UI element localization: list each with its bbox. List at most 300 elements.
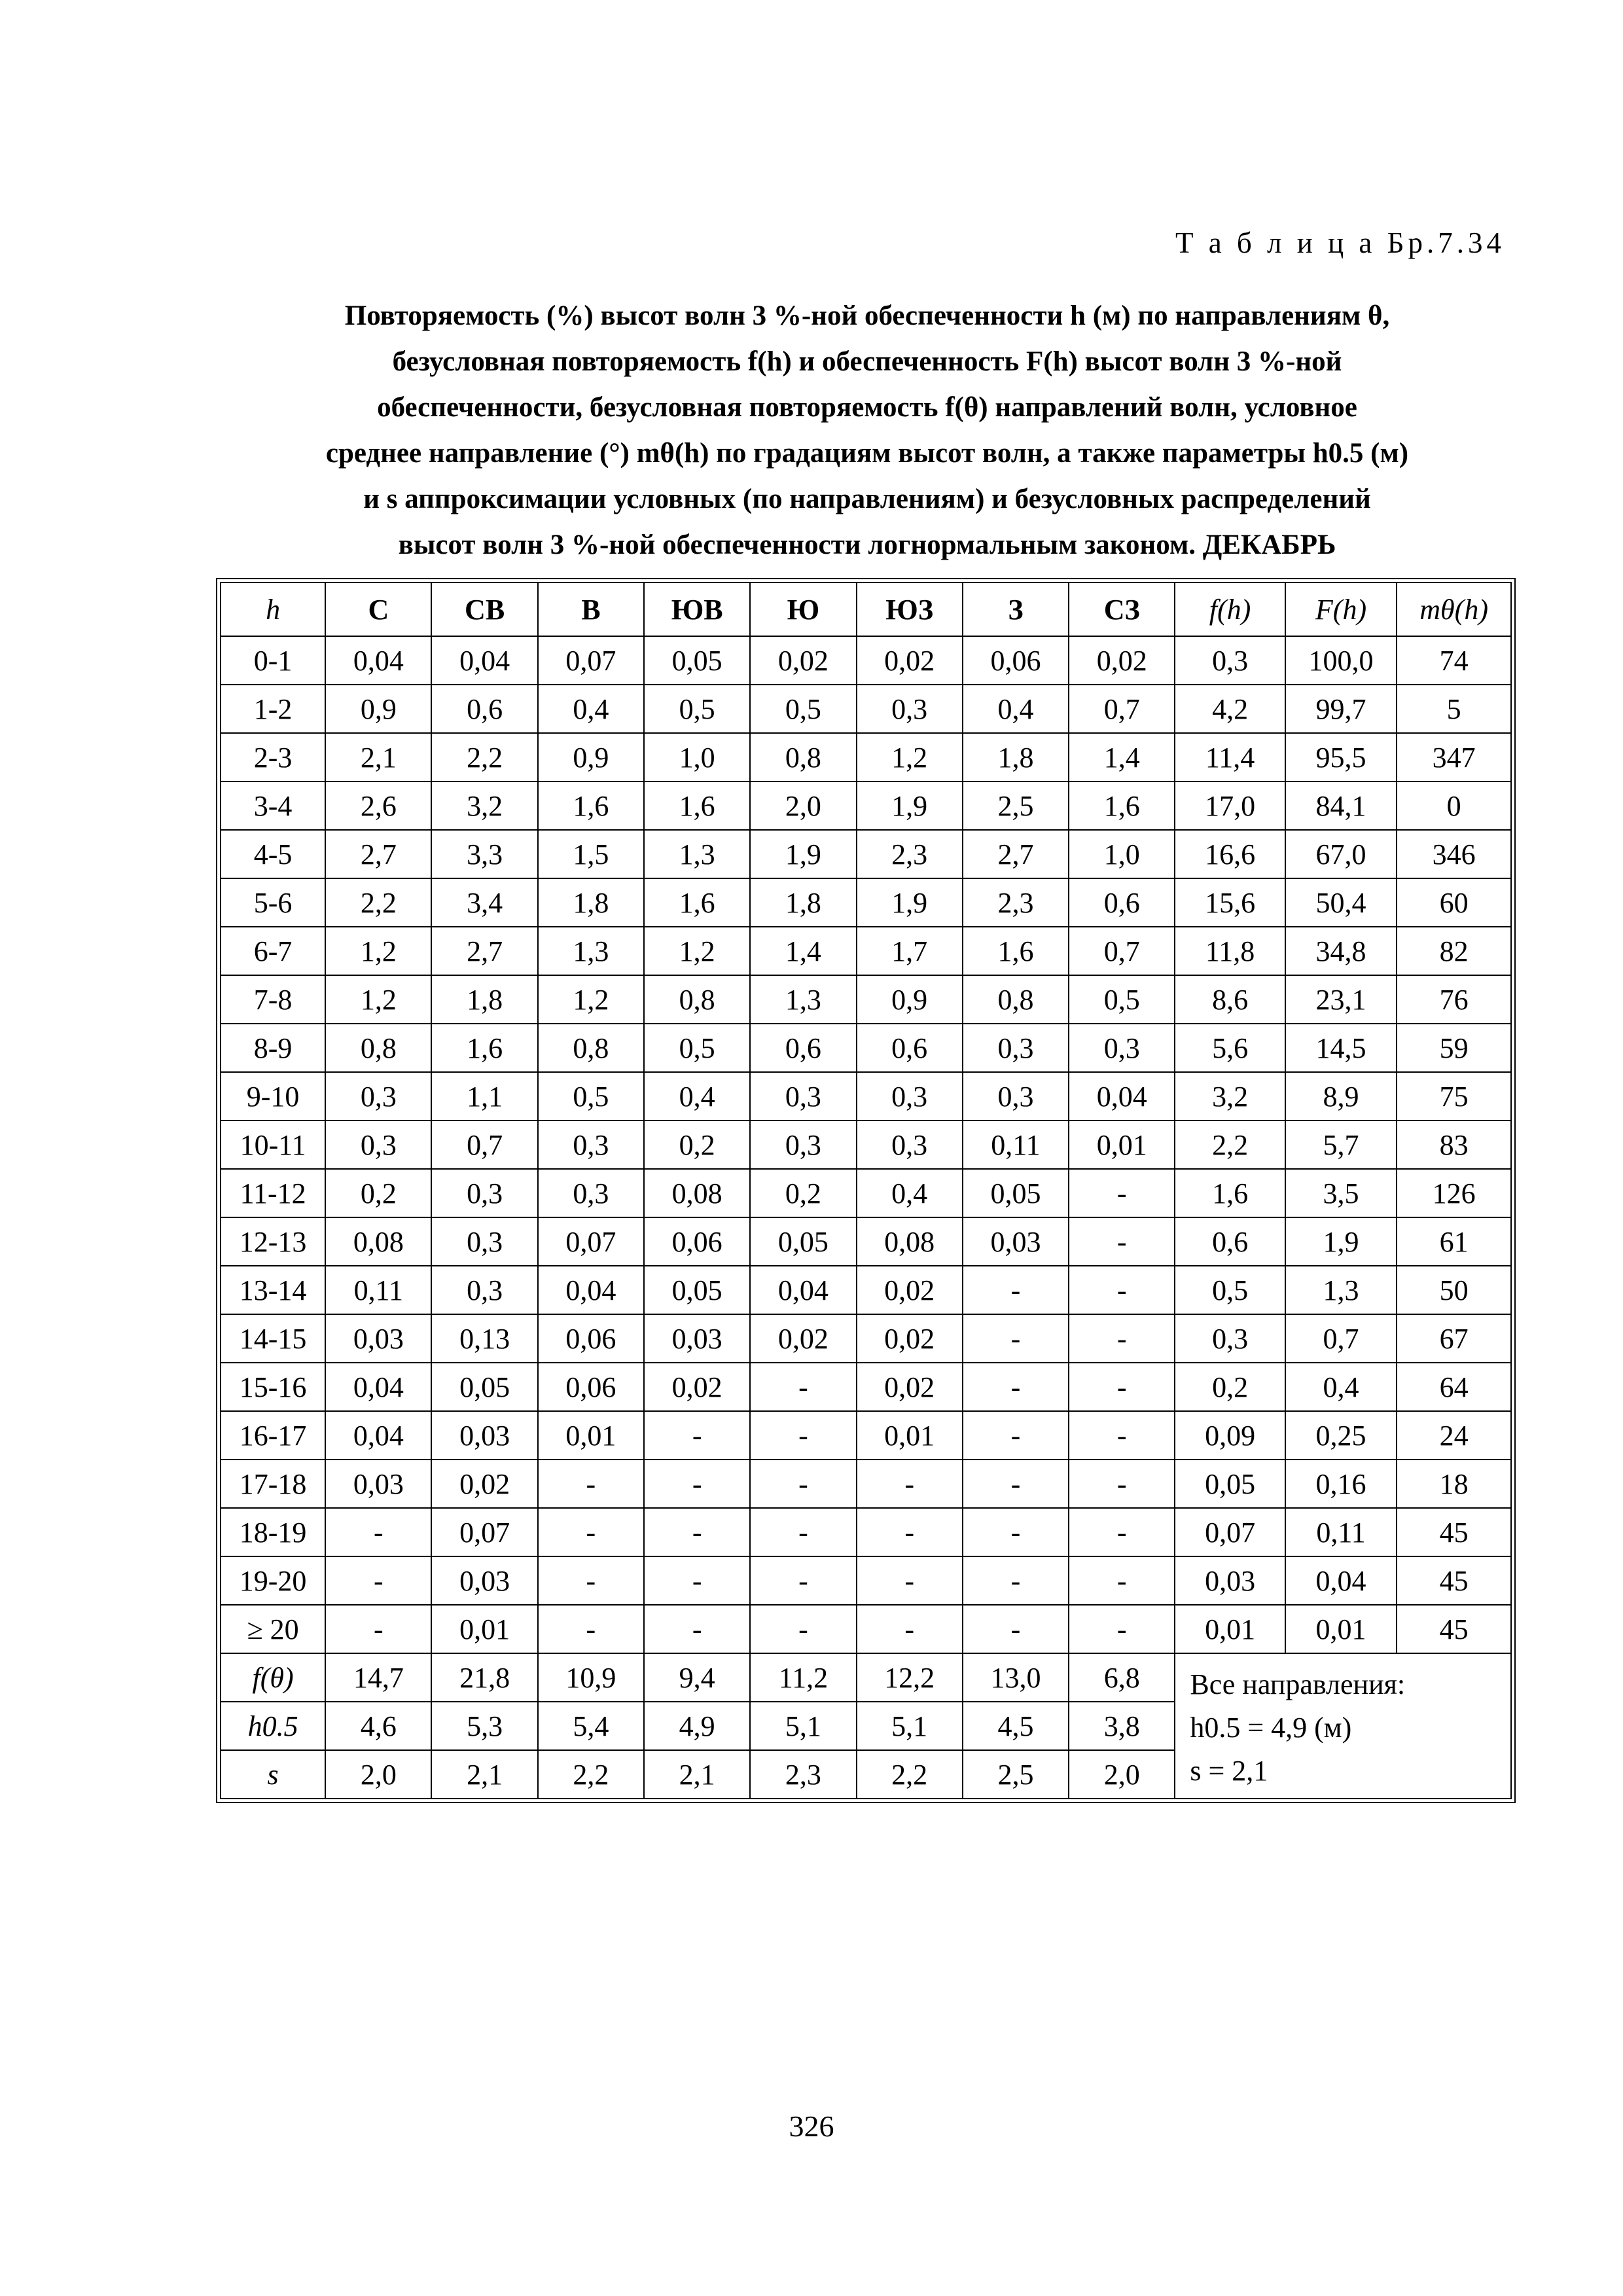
table-cell: - (963, 1556, 1069, 1605)
table-cell: 0,6 (1069, 878, 1175, 927)
table-cell: 6,8 (1069, 1653, 1175, 1702)
table-cell: - (963, 1363, 1069, 1411)
table-cell: 24 (1397, 1411, 1511, 1460)
table-row (221, 1411, 1511, 1460)
table-cell: 2,1 (644, 1750, 750, 1799)
table-cell: 50,4 (1285, 878, 1397, 927)
table-cell: 4,9 (644, 1702, 750, 1750)
table-cell: 5,1 (857, 1702, 963, 1750)
table-cell: 95,5 (1285, 733, 1397, 781)
table-cell: 59 (1397, 1024, 1511, 1072)
table-cell: 45 (1397, 1605, 1511, 1653)
table-cell: 0,3 (857, 1072, 963, 1121)
column-header: З (963, 583, 1069, 636)
table-cell: - (1069, 1169, 1175, 1217)
column-header: Ю (750, 583, 856, 636)
table-cell: 1,4 (750, 927, 856, 975)
table-cell: - (1069, 1556, 1175, 1605)
column-header: h (221, 583, 325, 636)
table-cell: 346 (1397, 830, 1511, 878)
table-row (221, 1217, 1511, 1266)
table-cell: 4,6 (325, 1702, 431, 1750)
table-cell: - (538, 1605, 644, 1653)
table-row (221, 1072, 1511, 1121)
table-cell: - (1069, 1363, 1175, 1411)
table-cell: - (963, 1314, 1069, 1363)
table-cell: - (325, 1605, 431, 1653)
table-cell: 0,02 (750, 1314, 856, 1363)
table-cell: 2,5 (963, 1750, 1069, 1799)
column-header: F(h) (1285, 583, 1397, 636)
table-cell: - (644, 1508, 750, 1556)
table-cell: 2,2 (857, 1750, 963, 1799)
table-cell: 1,2 (325, 927, 431, 975)
caption-line: безусловная повторяемость f(h) и обеспеченность F(h) высот волн 3 %-ной (392, 346, 1342, 377)
row-header-cell: 13-14 (221, 1266, 325, 1314)
table-cell: 0,4 (644, 1072, 750, 1121)
table-cell: 74 (1397, 636, 1511, 685)
table-cell: 3,8 (1069, 1702, 1175, 1750)
table-cell: 0,7 (1285, 1314, 1397, 1363)
column-header: С (325, 583, 431, 636)
table-cell: 0,06 (644, 1217, 750, 1266)
table-cell: 0,04 (325, 636, 431, 685)
table-cell: 0,05 (644, 1266, 750, 1314)
table-cell: 1,6 (538, 781, 644, 830)
table-cell: 1,0 (1069, 830, 1175, 878)
table-row (221, 1169, 1511, 1217)
row-header-cell: 7-8 (221, 975, 325, 1024)
table-cell: 83 (1397, 1121, 1511, 1169)
table-cell: - (963, 1460, 1069, 1508)
table-cell: 3,2 (431, 781, 537, 830)
table-cell: - (1069, 1266, 1175, 1314)
table-cell: 0,7 (431, 1121, 537, 1169)
table-cell: - (750, 1556, 856, 1605)
table-cell: 17,0 (1175, 781, 1285, 830)
table-cell: 0,03 (963, 1217, 1069, 1266)
table-row (221, 636, 1511, 685)
table-cell: 1,6 (644, 781, 750, 830)
table-cell: 1,3 (1285, 1266, 1397, 1314)
table-cell: 0,08 (325, 1217, 431, 1266)
table-cell: 2,7 (963, 830, 1069, 878)
table-cell: - (750, 1460, 856, 1508)
column-header: mθ(h) (1397, 583, 1511, 636)
row-header-cell: 19-20 (221, 1556, 325, 1605)
row-header-cell: f(θ) (221, 1653, 325, 1702)
table-cell: 0,5 (750, 685, 856, 733)
table-cell: 0,01 (1285, 1605, 1397, 1653)
table-cell: 2,3 (963, 878, 1069, 927)
table-cell: 0,3 (1175, 1314, 1285, 1363)
table-cell: 0,04 (325, 1411, 431, 1460)
table-cell: 64 (1397, 1363, 1511, 1411)
table-cell: 67,0 (1285, 830, 1397, 878)
table-cell: 0,4 (963, 685, 1069, 733)
table-cell: - (325, 1556, 431, 1605)
table-cell: 2,1 (325, 733, 431, 781)
table-cell: 0,02 (431, 1460, 537, 1508)
summary-s: s = 2,1 (1190, 1755, 1268, 1787)
table-cell: 2,0 (750, 781, 856, 830)
table-cell: 0,13 (431, 1314, 537, 1363)
table-cell: 0,3 (857, 685, 963, 733)
table-caption (216, 293, 1518, 568)
table-row (221, 685, 1511, 733)
table-cell: 0,01 (538, 1411, 644, 1460)
summary-title: Все направления: (1190, 1668, 1406, 1700)
table-cell: 0,8 (644, 975, 750, 1024)
table-cell: 67 (1397, 1314, 1511, 1363)
table-cell: 2,0 (325, 1750, 431, 1799)
table-cell: 0,03 (325, 1314, 431, 1363)
table-cell: 0,05 (1175, 1460, 1285, 1508)
caption-line: и s аппроксимации условных (по направлениям) и безусловных распределений (363, 484, 1371, 514)
table-cell: 0,3 (1175, 636, 1285, 685)
table-cell: 2,2 (538, 1750, 644, 1799)
table-cell: 5,6 (1175, 1024, 1285, 1072)
row-header-cell: 18-19 (221, 1508, 325, 1556)
table-cell: 5,1 (750, 1702, 856, 1750)
table-cell: 0,5 (644, 685, 750, 733)
table-cell: - (750, 1508, 856, 1556)
table-cell: 0 (1397, 781, 1511, 830)
table-cell: 0,06 (538, 1314, 644, 1363)
table-cell: 0,03 (431, 1411, 537, 1460)
table-cell: 0,03 (644, 1314, 750, 1363)
table-cell: 0,25 (1285, 1411, 1397, 1460)
table-row (221, 927, 1511, 975)
column-header: ЮЗ (857, 583, 963, 636)
table-cell: 76 (1397, 975, 1511, 1024)
table-cell: 0,9 (538, 733, 644, 781)
table-cell: 18 (1397, 1460, 1511, 1508)
table-cell: 0,11 (963, 1121, 1069, 1169)
row-header-cell: 9-10 (221, 1072, 325, 1121)
table-cell: 2,3 (750, 1750, 856, 1799)
row-header-cell: 17-18 (221, 1460, 325, 1508)
table-cell: 1,8 (431, 975, 537, 1024)
table-cell: 5,4 (538, 1702, 644, 1750)
table-cell: - (1069, 1605, 1175, 1653)
column-header: СВ (431, 583, 537, 636)
table-cell: 0,04 (750, 1266, 856, 1314)
table-cell: 0,3 (1069, 1024, 1175, 1072)
row-header-cell: 6-7 (221, 927, 325, 975)
table-row (221, 1024, 1511, 1072)
table-cell: 75 (1397, 1072, 1511, 1121)
table-row (221, 1363, 1511, 1411)
table-cell: 9,4 (644, 1653, 750, 1702)
table-cell: 84,1 (1285, 781, 1397, 830)
table-cell: 0,04 (538, 1266, 644, 1314)
column-header: СЗ (1069, 583, 1175, 636)
table-cell: 14,7 (325, 1653, 431, 1702)
table-cell: 0,6 (431, 685, 537, 733)
row-header-cell: 16-17 (221, 1411, 325, 1460)
table-cell: 61 (1397, 1217, 1511, 1266)
table-cell: 0,02 (750, 636, 856, 685)
table-cell: 0,5 (538, 1072, 644, 1121)
row-header-cell: h0.5 (221, 1702, 325, 1750)
row-header-cell: 4-5 (221, 830, 325, 878)
all-directions-summary (1175, 1653, 1511, 1799)
table-cell: 1,5 (538, 830, 644, 878)
table-cell: 60 (1397, 878, 1511, 927)
table-cell: 0,9 (325, 685, 431, 733)
table-cell: - (538, 1460, 644, 1508)
table-cell: 1,6 (963, 927, 1069, 975)
table-row (221, 1266, 1511, 1314)
table-cell: - (857, 1556, 963, 1605)
table-cell: 15,6 (1175, 878, 1285, 927)
table-row (221, 1121, 1511, 1169)
table-cell: - (1069, 1314, 1175, 1363)
table-cell: 4,2 (1175, 685, 1285, 733)
table-cell: 2,3 (857, 830, 963, 878)
table-cell: 0,11 (325, 1266, 431, 1314)
table-cell: - (1069, 1460, 1175, 1508)
table-cell: 45 (1397, 1508, 1511, 1556)
table-cell: 0,02 (1069, 636, 1175, 685)
table-cell: 8,6 (1175, 975, 1285, 1024)
table-cell: 0,02 (644, 1363, 750, 1411)
table-cell: 5 (1397, 685, 1511, 733)
table-cell: 0,4 (1285, 1363, 1397, 1411)
table-cell: 0,06 (963, 636, 1069, 685)
table-cell: 0,4 (538, 685, 644, 733)
table-cell: 2,0 (1069, 1750, 1175, 1799)
table-cell: 3,5 (1285, 1169, 1397, 1217)
table-cell: 0,09 (1175, 1411, 1285, 1460)
table-cell: 0,07 (538, 1217, 644, 1266)
table-cell: 0,02 (857, 636, 963, 685)
table-cell: - (963, 1508, 1069, 1556)
column-header: В (538, 583, 644, 636)
table-cell: - (644, 1411, 750, 1460)
table-cell: - (857, 1460, 963, 1508)
table-cell: 10,9 (538, 1653, 644, 1702)
table-cell: - (325, 1508, 431, 1556)
row-header-cell: 8-9 (221, 1024, 325, 1072)
table-cell: 0,3 (963, 1024, 1069, 1072)
table-cell: 1,2 (857, 733, 963, 781)
table-cell: 99,7 (1285, 685, 1397, 733)
table-cell: 0,3 (750, 1072, 856, 1121)
table-cell: 0,06 (538, 1363, 644, 1411)
table-cell: 1,0 (644, 733, 750, 781)
row-header-cell: 3-4 (221, 781, 325, 830)
table-cell: 1,3 (644, 830, 750, 878)
table-cell: 0,5 (644, 1024, 750, 1072)
table-row (221, 1508, 1511, 1556)
column-header: ЮВ (644, 583, 750, 636)
table-cell: 0,8 (750, 733, 856, 781)
table-cell: 0,05 (431, 1363, 537, 1411)
table-cell: 0,08 (644, 1169, 750, 1217)
table-cell: 21,8 (431, 1653, 537, 1702)
table-cell: 0,3 (325, 1072, 431, 1121)
table-cell: - (857, 1508, 963, 1556)
table-cell: 0,7 (1069, 927, 1175, 975)
table-cell: 0,07 (1175, 1508, 1285, 1556)
table-cell: 1,8 (750, 878, 856, 927)
table-cell: 0,8 (325, 1024, 431, 1072)
table-cell: - (750, 1605, 856, 1653)
table-cell: 0,04 (325, 1363, 431, 1411)
table-cell: 0,05 (644, 636, 750, 685)
caption-line: среднее направление (°) mθ(h) по градациям высот волн, а также параметры h0.5 (м) (325, 438, 1409, 469)
footer-row (221, 1653, 1511, 1702)
table-cell: - (750, 1411, 856, 1460)
caption-line: обеспеченности, безусловная повторяемость f(θ) направлений волн, условное (377, 392, 1357, 423)
table-cell: 2,1 (431, 1750, 537, 1799)
table-cell: 1,9 (750, 830, 856, 878)
row-header-cell: 15-16 (221, 1363, 325, 1411)
table-cell: 0,04 (1069, 1072, 1175, 1121)
table-cell: 23,1 (1285, 975, 1397, 1024)
table-cell: - (538, 1556, 644, 1605)
table-cell: 45 (1397, 1556, 1511, 1605)
table-cell: 1,6 (1069, 781, 1175, 830)
table-cell: 13,0 (963, 1653, 1069, 1702)
row-header-cell: 0-1 (221, 636, 325, 685)
table-cell: 0,3 (431, 1266, 537, 1314)
table-cell: 0,01 (1069, 1121, 1175, 1169)
table-row (221, 1556, 1511, 1605)
row-header-cell: 5-6 (221, 878, 325, 927)
table-cell: 0,3 (857, 1121, 963, 1169)
row-header-cell: 12-13 (221, 1217, 325, 1266)
row-header-cell: 2-3 (221, 733, 325, 781)
table-row (221, 975, 1511, 1024)
row-header-cell: 1-2 (221, 685, 325, 733)
table-cell: - (963, 1266, 1069, 1314)
table-cell: 0,03 (325, 1460, 431, 1508)
table-cell: - (1069, 1508, 1175, 1556)
table-row (221, 878, 1511, 927)
table-cell: 0,5 (1069, 975, 1175, 1024)
table-cell: 1,2 (325, 975, 431, 1024)
table-cell: - (963, 1411, 1069, 1460)
table-cell: 1,8 (963, 733, 1069, 781)
table-cell: 1,7 (857, 927, 963, 975)
table-cell: 1,6 (431, 1024, 537, 1072)
table-cell: 1,1 (431, 1072, 537, 1121)
table-row (221, 733, 1511, 781)
table-cell: 0,07 (538, 636, 644, 685)
table-cell: 0,16 (1285, 1460, 1397, 1508)
table-cell: 0,8 (963, 975, 1069, 1024)
table-cell: 2,5 (963, 781, 1069, 830)
table-cell: 3,2 (1175, 1072, 1285, 1121)
table-cell: 34,8 (1285, 927, 1397, 975)
table-cell: 0,04 (1285, 1556, 1397, 1605)
table-cell: 0,3 (538, 1121, 644, 1169)
wave-height-table-frame (216, 578, 1516, 1803)
table-cell: 1,6 (644, 878, 750, 927)
table-row (221, 781, 1511, 830)
table-label: Т а б л и ц а Бр.7.34 (1175, 226, 1505, 259)
table-cell: 1,8 (538, 878, 644, 927)
table-cell: 0,2 (1175, 1363, 1285, 1411)
table-row (221, 1605, 1511, 1653)
table-cell: 0,03 (1175, 1556, 1285, 1605)
table-cell: 0,02 (857, 1266, 963, 1314)
table-cell: 0,03 (431, 1556, 537, 1605)
table-cell: 11,2 (750, 1653, 856, 1702)
table-cell: - (644, 1605, 750, 1653)
table-cell: 11,4 (1175, 733, 1285, 781)
table-cell: 1,9 (857, 781, 963, 830)
table-header-row (221, 583, 1511, 636)
table-cell: 0,2 (750, 1169, 856, 1217)
table-cell: 12,2 (857, 1653, 963, 1702)
table-cell: 2,7 (325, 830, 431, 878)
table-cell: 0,3 (750, 1121, 856, 1169)
table-cell: - (1069, 1411, 1175, 1460)
table-cell: 2,2 (1175, 1121, 1285, 1169)
summary-h05: h0.5 = 4,9 (м) (1190, 1712, 1352, 1744)
table-cell: 3,4 (431, 878, 537, 927)
row-header-cell: 10-11 (221, 1121, 325, 1169)
table-cell: 0,01 (1175, 1605, 1285, 1653)
table-cell: - (857, 1605, 963, 1653)
table-cell: 0,3 (431, 1217, 537, 1266)
table-cell: 0,02 (857, 1363, 963, 1411)
table-cell: - (1069, 1217, 1175, 1266)
table-cell: 0,3 (963, 1072, 1069, 1121)
table-cell: 0,02 (857, 1314, 963, 1363)
table-cell: 2,2 (325, 878, 431, 927)
table-cell: 50 (1397, 1266, 1511, 1314)
table-cell: 8,9 (1285, 1072, 1397, 1121)
table-cell: 0,07 (431, 1508, 537, 1556)
table-cell: 1,6 (1175, 1169, 1285, 1217)
table-cell: 0,8 (538, 1024, 644, 1072)
table-cell: 11,8 (1175, 927, 1285, 975)
row-header-cell: 11-12 (221, 1169, 325, 1217)
table-cell: 0,3 (325, 1121, 431, 1169)
table-cell: 2,7 (431, 927, 537, 975)
wave-height-table (220, 582, 1512, 1799)
table-cell: 0,7 (1069, 685, 1175, 733)
table-cell: 16,6 (1175, 830, 1285, 878)
table-cell: 0,2 (325, 1169, 431, 1217)
table-cell: 0,4 (857, 1169, 963, 1217)
table-cell: - (963, 1605, 1069, 1653)
table-cell: 0,6 (857, 1024, 963, 1072)
table-cell: 0,2 (644, 1121, 750, 1169)
table-cell: 0,3 (538, 1169, 644, 1217)
table-cell: 1,2 (538, 975, 644, 1024)
table-cell: - (644, 1556, 750, 1605)
table-cell: 1,2 (644, 927, 750, 975)
table-cell: 1,4 (1069, 733, 1175, 781)
table-cell: 1,3 (750, 975, 856, 1024)
table-row (221, 1460, 1511, 1508)
table-cell: 3,3 (431, 830, 537, 878)
caption-line: высот волн 3 %-ной обеспеченности логнормальным законом. ДЕКАБРЬ (398, 529, 1336, 560)
table-cell: 347 (1397, 733, 1511, 781)
table-cell: - (750, 1363, 856, 1411)
table-cell: 4,5 (963, 1702, 1069, 1750)
table-cell: 5,7 (1285, 1121, 1397, 1169)
table-cell: 0,01 (431, 1605, 537, 1653)
table-row (221, 1314, 1511, 1363)
table-cell: 1,3 (538, 927, 644, 975)
